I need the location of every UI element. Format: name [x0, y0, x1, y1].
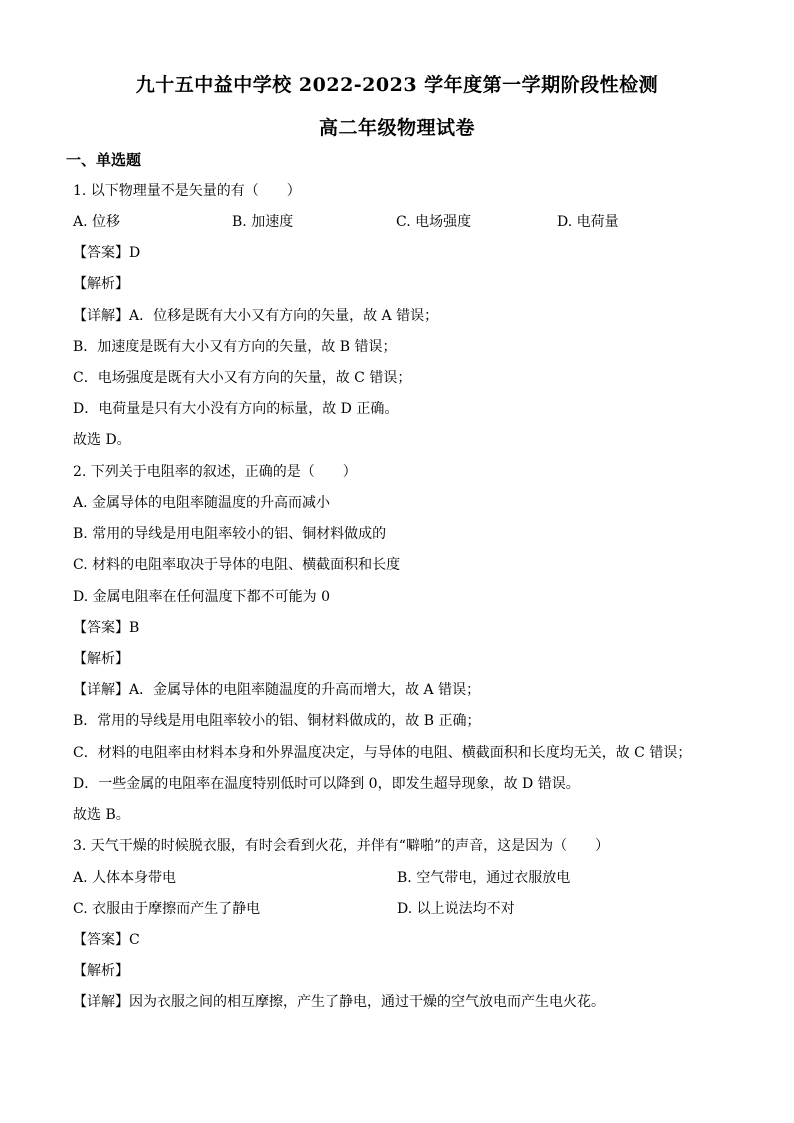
question-2-detail-line: D．一些金属的电阻率在温度特别低时可以降到 0，即发生超导现象，故 D 错误。: [73, 776, 580, 792]
question-2-option-d: D. 金属电阻率在任何温度下都不可能为 0: [73, 589, 330, 605]
question-2-detail-line: C．材料的电阻率由材料本身和外界温度决定，与导体的电阻、横截面积和长度均无关，故 C 错误；: [73, 745, 692, 761]
question-1-detail-line: C．电场强度是既有大小又有方向的矢量，故 C 错误；: [73, 370, 412, 386]
question-3-stem: 3. 天气干燥的时候脱衣服，有时会看到火花，并伴有“噼啪”的声音，这是因为（ ）: [73, 838, 610, 854]
question-2-option-b: B. 常用的导线是用电阻率较小的铝、铜材料做成的: [73, 526, 387, 542]
question-2-detail-line: B．常用的导线是用电阻率较小的铝、铜材料做成的，故 B 正确；: [73, 713, 481, 729]
question-1-stem: 1. 以下物理量不是矢量的有（ ）: [73, 183, 301, 199]
question-2-detail-line: 【详解】A．金属导体的电阻率随温度的升高而增大，故 A 错误；: [73, 682, 481, 698]
question-1-detail-line: D．电荷量是只有大小没有方向的标量，故 D 正确。: [73, 401, 399, 417]
question-1-detail-line: 【详解】A．位移是既有大小又有方向的矢量，故 A 错误；: [73, 308, 439, 324]
question-3-option-c: C. 衣服由于摩擦而产生了静电: [73, 901, 261, 917]
question-3-option-d: D. 以上说法均不对: [397, 901, 515, 917]
question-3-answer: 【答案】C: [73, 932, 140, 948]
question-3-option-a: A. 人体本身带电: [73, 870, 177, 886]
question-1-conclusion: 故选 D。: [73, 432, 131, 448]
exam-title: 九十五中益中学校 2022-2023 学年度第一学期阶段性检测: [135, 74, 659, 96]
question-2-option-c: C. 材料的电阻率取决于导体的电阻、横截面积和长度: [73, 557, 401, 573]
question-2-option-a: A. 金属导体的电阻率随温度的升高而减小: [73, 495, 331, 511]
question-1-option-a: A. 位移: [73, 214, 121, 230]
section-heading: 一、单选题: [66, 151, 142, 169]
exam-subtitle: 高二年级物理试卷: [318, 117, 475, 139]
question-2-conclusion: 故选 B。: [73, 807, 130, 823]
question-3-option-b: B. 空气带电，通过衣服放电: [397, 870, 571, 886]
question-2-answer: 【答案】B: [73, 620, 140, 636]
question-1-answer: 【答案】D: [73, 245, 141, 261]
question-3-analysis-label: 【解析】: [73, 963, 129, 979]
question-3-detail-line: 【详解】因为衣服之间的相互摩擦，产生了静电，通过干燥的空气放电而产生电火花。: [73, 994, 605, 1010]
question-1-option-b: B. 加速度: [232, 214, 294, 230]
question-1-option-d: D. 电荷量: [557, 214, 619, 230]
question-2-stem: 2. 下列关于电阻率的叙述，正确的是（ ）: [73, 464, 357, 480]
question-2-analysis-label: 【解析】: [73, 651, 129, 667]
question-1-detail-line: B．加速度是既有大小又有方向的矢量，故 B 错误；: [73, 339, 397, 355]
question-1-analysis-label: 【解析】: [73, 276, 129, 292]
question-1-option-c: C. 电场强度: [396, 214, 472, 230]
